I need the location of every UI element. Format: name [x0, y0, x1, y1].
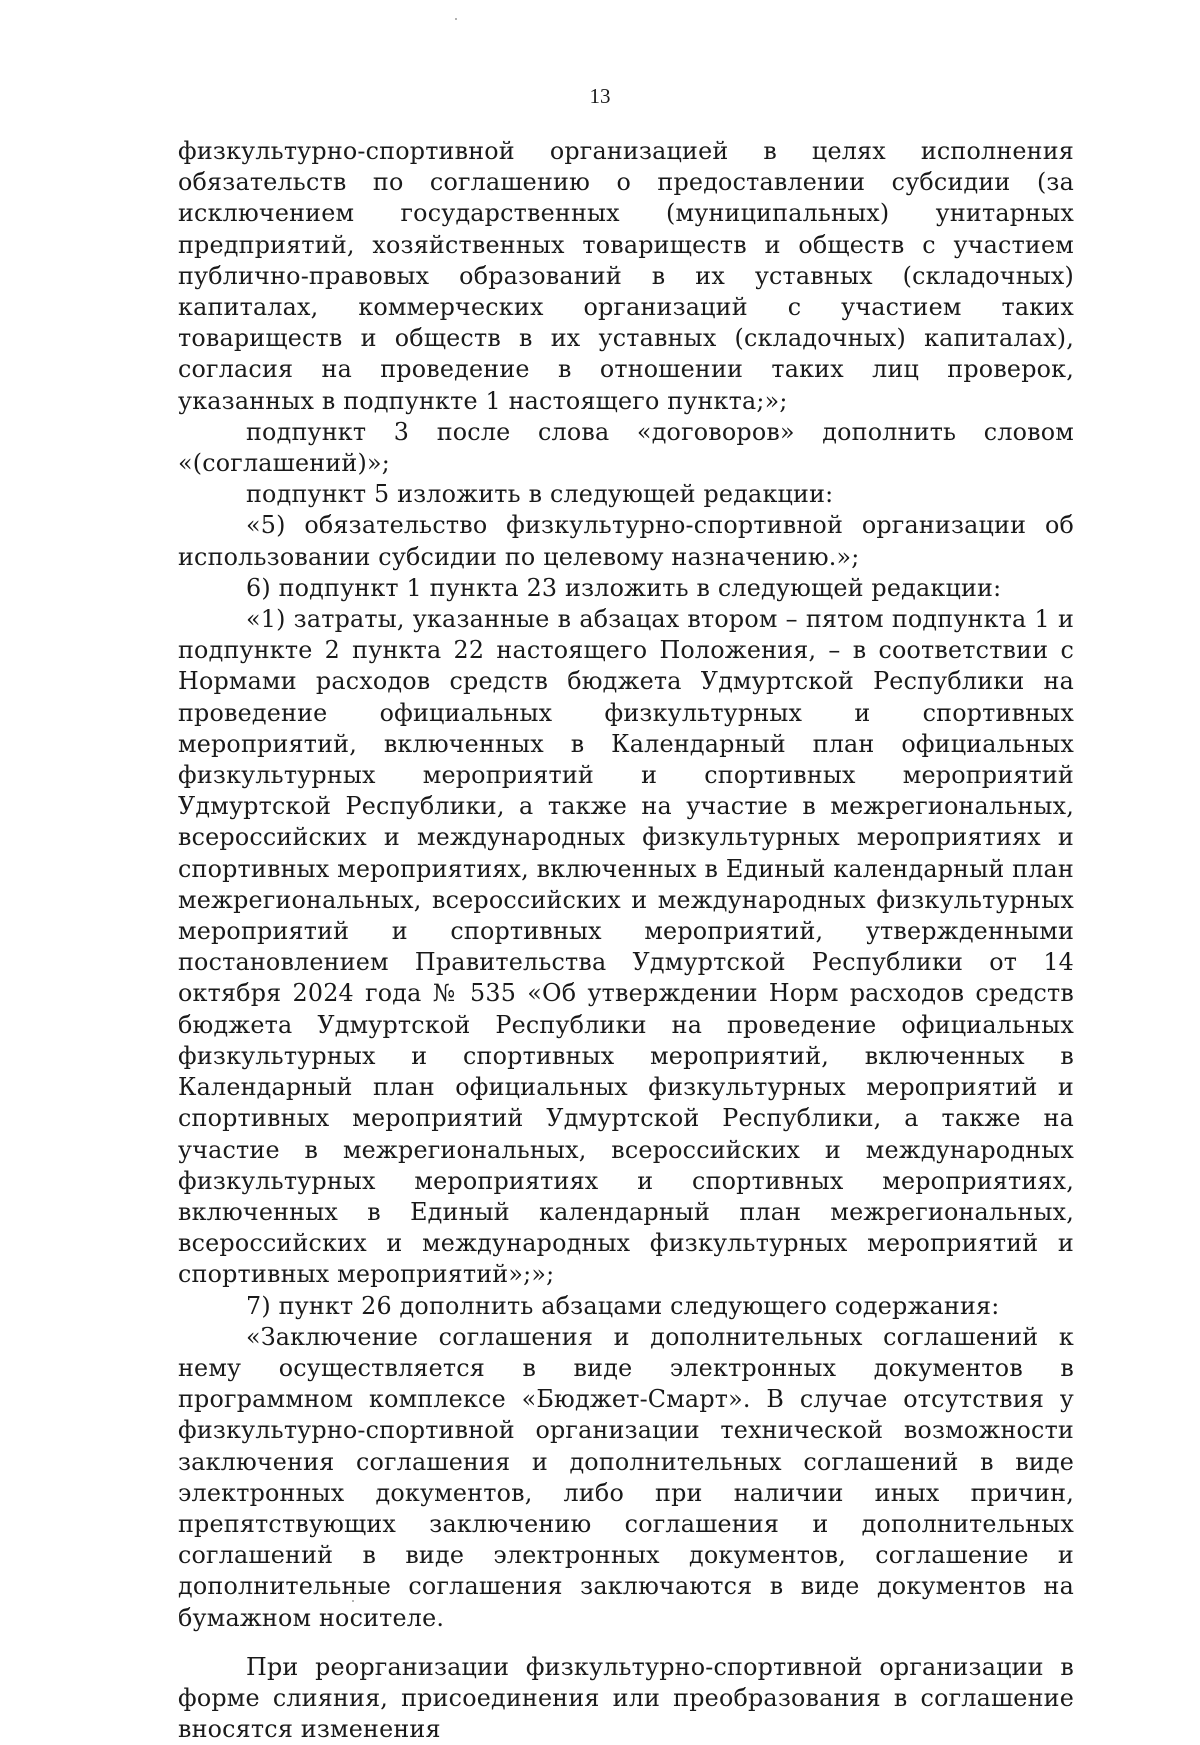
paragraph-reorganization: При реорганизации физкультурно-спортивной организации в форме слияния, присоединения или преобразования в соглашение вносятся изменения	[178, 1652, 1074, 1744]
paragraph-item-7: 7) пункт 26 дополнить абзацами следующего содержания:	[246, 1291, 1000, 1320]
paragraph-subclause-5-text: «5) обязательство физкультурно-спортивной организации об использовании субсидии по целевому назначению.»;	[178, 511, 1074, 571]
paragraph-subclause-5: подпункт 5 изложить в следующей редакции:	[246, 480, 834, 509]
paragraph-item-6: 6) подпункт 1 пункта 23 изложить в следующей редакции:	[246, 573, 1002, 602]
paragraph-item-7-text: «Заключение соглашения и дополнительных соглашений к нему осуществляется в виде электронных документов в программном комплексе «Бюджет-Смарт». В случае отсутствия у физкультурно-спортивной организации технической возможности заключения соглашения и дополнительных соглашений в виде электронных документов, либо при наличии иных причин, препятствующих заключению соглашения и дополнительных соглашений в виде электронных документов, соглашение и дополнительные соглашения заключаются в виде документов на бумажном носителе.	[178, 1322, 1074, 1632]
document-body	[178, 136, 1074, 1745]
page-number: 13	[589, 84, 611, 108]
paragraph-subclause-3: подпункт 3 после слова «договоров» дополнить словом «(соглашений)»;	[178, 417, 1074, 478]
paragraph-item-6-text: «1) затраты, указанные в абзацах втором – пятом подпункта 1 и подпункте 2 пункта 22 настоящего Положения, – в соответствии с Нормами расходов средств бюджета Удмуртской Республики на проведение официальных физкультурных и спортивных мероприятий, включенных в Календарный план официальных физкультурных мероприятий и спортивных мероприятий Удмуртской Республики, а также на участие в межрегиональных, всероссийских и международных физкультурных мероприятиях и спортивных мероприятиях, включенных в Единый календарный план межрегиональных, всероссийских и международных физкультурных мероприятий и спортивных мероприятий, утвержденными постановлением Правительства Удмуртской Республики от 14 октября 2024 года № 535 «Об утверждении Норм расходов средств бюджета Удмуртской Республики на проведение официальных физкультурных и спортивных мероприятий, включенных в Календарный план официальных физкультурных мероприятий и спортивных мероприятий Удмуртской Республики, а также на участие в межрегиональных, всероссийских и международных физкультурных мероприятиях и спортивных мероприятиях, включенных в Единый календарный план межрегиональных, всероссийских и международных физкультурных мероприятий и спортивных мероприятий»;»;	[178, 605, 1074, 1289]
paragraph-continuation: физкультурно-спортивной организацией в целях исполнения обязательств по соглашению о предоставлении субсидии (за исключением государственных (муниципальных) унитарных предприятий, хозяйственных товариществ и обществ с участием публично-правовых образований в их уставных (складочных) капиталах, коммерческих организаций с участием таких товариществ и обществ в их уставных (складочных) капиталах), согласия на проведение в отношении таких лиц проверок, указанных в подпункте 1 настоящего пункта;»;	[178, 137, 1074, 415]
scan-speck	[455, 18, 457, 20]
